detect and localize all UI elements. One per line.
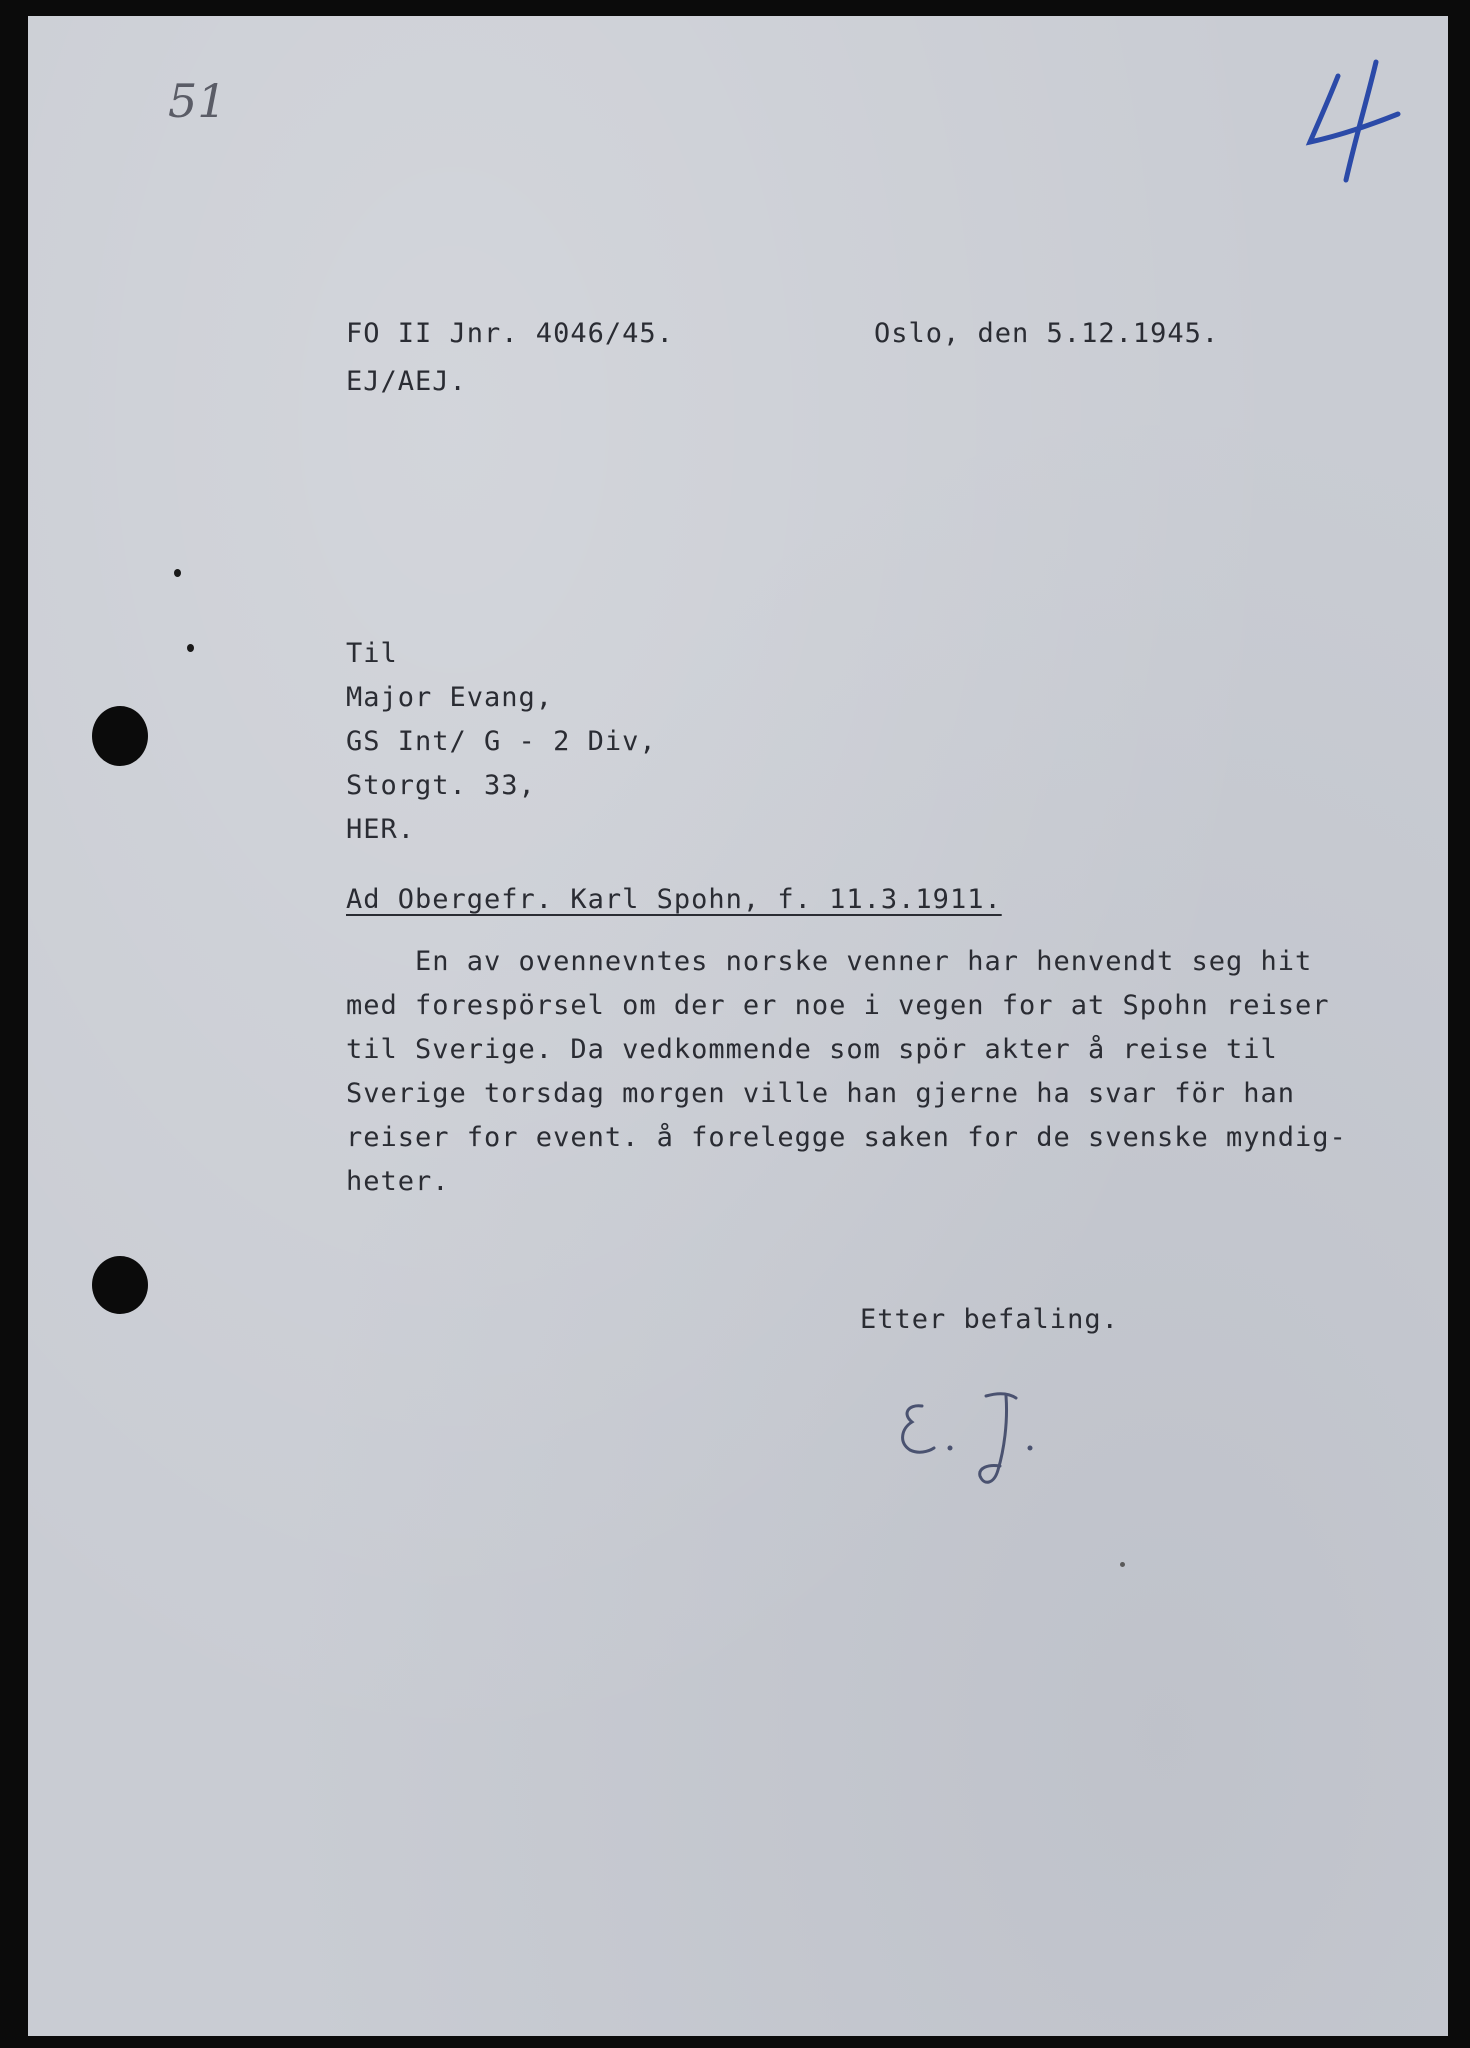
pencil-annotation-number: 51 [168,74,227,128]
punch-hole-bottom [92,1256,148,1314]
author-initials: EJ/AEJ. [346,366,467,397]
body-line-6: heter. [346,1166,450,1197]
paper-speck [187,644,194,652]
recipient-line-1: Til [346,638,398,669]
body-line-3: til Sverige. Da vedkommende som spör akter å reise til [346,1034,1278,1065]
body-line-4: Sverige torsdag morgen ville han gjerne ha svar för han [346,1078,1296,1109]
body-line-5: reiser for event. å forelegge saken for de svenske myndig- [346,1122,1347,1153]
document-sheet [28,16,1448,2036]
paper-speck [174,569,181,577]
handwritten-signature [888,1366,1088,1526]
body-line-1: En av ovennevntes norske venner har henvendt seg hit [346,946,1313,977]
page-number-handwritten [1298,56,1408,186]
recipient-line-2: Major Evang, [346,682,554,713]
page-number-text [28,16,29,17]
recipient-line-3: GS Int/ G - 2 Div, [346,726,657,757]
recipient-line-4: Storgt. 33, [346,770,536,801]
paper-speck [1120,1562,1125,1567]
body-line-2: med forespörsel om der er noe i vegen for at Spohn reiser [346,990,1330,1021]
punch-hole-top [92,706,148,766]
subject-line: Ad Obergefr. Karl Spohn, f. 11.3.1911. [346,884,1002,915]
reference-number: FO II Jnr. 4046/45. [346,318,674,349]
signature-text [28,16,29,17]
place-and-date: Oslo, den 5.12.1945. [874,318,1220,349]
closing-formula: Etter befaling. [860,1304,1119,1335]
recipient-line-5: HER. [346,814,416,845]
